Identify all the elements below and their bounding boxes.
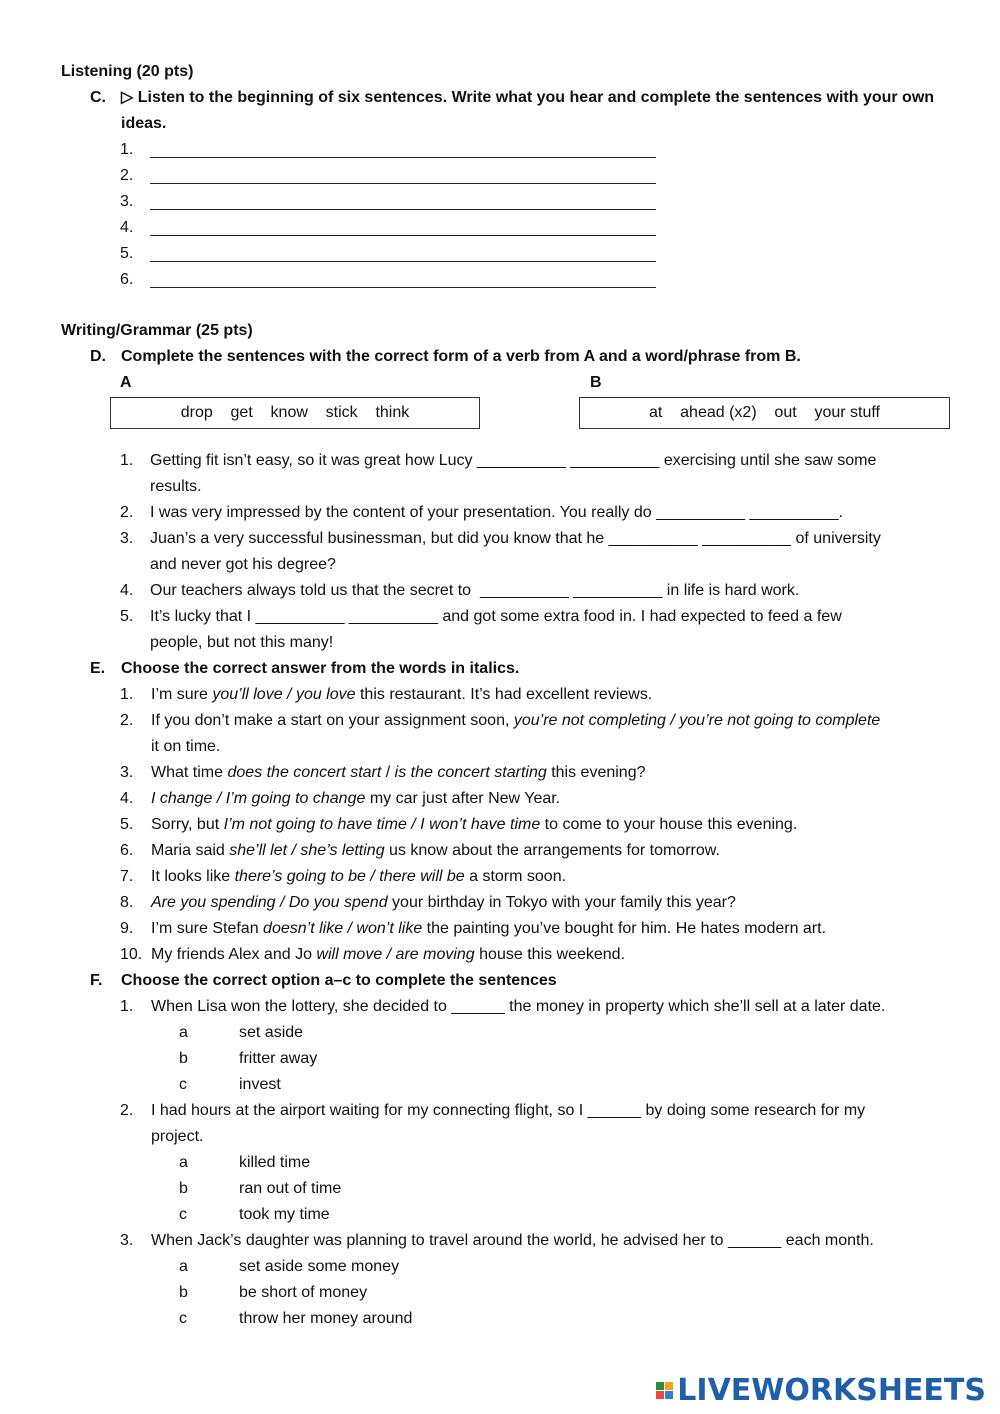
answer-line-number: 3. bbox=[120, 193, 134, 210]
logo-square bbox=[656, 1382, 664, 1390]
option-letter[interactable]: a bbox=[179, 1154, 188, 1171]
option-text[interactable]: be short of money bbox=[239, 1284, 368, 1301]
fill-in-sentence[interactable]: I was very impressed by the content of your presentation. You really do __________ __________. bbox=[150, 504, 843, 521]
item-number: 1. bbox=[120, 998, 134, 1015]
answer-line-number: 6. bbox=[120, 271, 134, 288]
option-text[interactable]: fritter away bbox=[239, 1050, 318, 1067]
item-number: 5. bbox=[120, 816, 134, 833]
question-text-cont: project. bbox=[151, 1128, 204, 1145]
item-number: 4. bbox=[120, 790, 134, 807]
liveworksheets-logo bbox=[656, 1373, 986, 1408]
fill-in-sentence[interactable]: Juan’s a very successful businessman, but did you know that he __________ __________ of university bbox=[150, 530, 881, 547]
option-text[interactable]: took my time bbox=[239, 1206, 330, 1223]
option-text[interactable]: throw her money around bbox=[239, 1310, 413, 1327]
fill-in-sentence[interactable]: It’s lucky that I __________ __________ and got some extra food in. I had expected to feed a few bbox=[150, 608, 842, 625]
item-number: 2. bbox=[120, 504, 134, 521]
choice-sentence: It looks like there’s going to be / there will be a storm soon. bbox=[151, 868, 567, 885]
word-box-a: drop get know stick think bbox=[110, 397, 480, 429]
option-letter[interactable]: c bbox=[179, 1206, 187, 1223]
word-box-b: at ahead (x2) out your stuff bbox=[579, 397, 950, 429]
section-e-instruction: Choose the correct answer from the words in italics. bbox=[121, 660, 520, 677]
section-f-letter: F. bbox=[90, 972, 103, 989]
answer-input[interactable] bbox=[150, 269, 656, 288]
writing-heading: Writing/Grammar (25 pts) bbox=[61, 322, 253, 339]
choice-sentence: Are you spending / Do you spend your birthday in Tokyo with your family this year? bbox=[151, 894, 736, 911]
choice-sentence: I’m sure you’ll love / you love this restaurant. It’s had excellent reviews. bbox=[151, 686, 653, 703]
item-number: 1. bbox=[120, 452, 134, 469]
option-text[interactable]: set aside some money bbox=[239, 1258, 400, 1275]
item-number: 2. bbox=[120, 712, 134, 729]
italic-choice[interactable]: she’ll let / she’s letting bbox=[229, 842, 385, 859]
option-letter[interactable]: c bbox=[179, 1076, 187, 1093]
answer-line-number: 4. bbox=[120, 219, 134, 236]
answer-input[interactable] bbox=[150, 165, 656, 184]
option-letter[interactable]: b bbox=[179, 1180, 188, 1197]
item-number: 7. bbox=[120, 868, 134, 885]
fill-in-sentence-cont: and never got his degree? bbox=[150, 556, 336, 573]
item-number: 1. bbox=[120, 686, 134, 703]
italic-choice[interactable]: Are you spending / Do you spend bbox=[151, 894, 388, 911]
logo-text: LIVEWORKSHEETS bbox=[677, 1373, 986, 1408]
option-text[interactable]: invest bbox=[239, 1076, 281, 1093]
choice-sentence: Sorry, but I’m not going to have time / I won’t have time to come to your house this evening. bbox=[151, 816, 798, 833]
option-text[interactable]: killed time bbox=[239, 1154, 311, 1171]
fill-in-sentence[interactable]: Our teachers always told us that the secret to __________ __________ in life is hard work. bbox=[150, 582, 800, 599]
item-number: 3. bbox=[120, 1232, 134, 1249]
choice-sentence: I change / I’m going to change my car just after New Year. bbox=[151, 790, 561, 807]
italic-choice[interactable]: you’re not completing / you’re not going to complete bbox=[513, 712, 881, 729]
choice-sentence: If you don’t make a start on your assignment soon, you’re not completing / you’re not going to complete bbox=[151, 712, 881, 729]
italic-choice[interactable]: doesn’t like / won’t like bbox=[263, 920, 423, 937]
word-box-b-label: B bbox=[590, 374, 602, 391]
answer-line-number: 5. bbox=[120, 245, 134, 262]
item-number: 8. bbox=[120, 894, 134, 911]
italic-choice[interactable]: I change / I’m going to change bbox=[151, 790, 366, 807]
item-number: 3. bbox=[120, 530, 134, 547]
liveworksheets-logo-icon bbox=[656, 1382, 673, 1399]
option-letter[interactable]: b bbox=[179, 1284, 188, 1301]
italic-choice[interactable]: there’s going to be / there will be bbox=[234, 868, 465, 885]
question-text: I had hours at the airport waiting for my connecting flight, so I ______ by doing some research for my bbox=[151, 1102, 866, 1119]
option-text[interactable]: set aside bbox=[239, 1024, 304, 1041]
item-number: 5. bbox=[120, 608, 134, 625]
item-number: 3. bbox=[120, 764, 134, 781]
choice-sentence: Maria said she’ll let / she’s letting us know about the arrangements for tomorrow. bbox=[151, 842, 720, 859]
logo-square bbox=[665, 1391, 673, 1399]
answer-line-number: 1. bbox=[120, 141, 134, 158]
option-letter[interactable]: a bbox=[179, 1258, 188, 1275]
section-c-instruction bbox=[121, 85, 934, 111]
item-number: 6. bbox=[120, 842, 134, 859]
listening-heading: Listening (20 pts) bbox=[61, 63, 194, 80]
item-number: 9. bbox=[120, 920, 134, 937]
section-d-instruction: Complete the sentences with the correct form of a verb from A and a word/phrase from B. bbox=[121, 348, 801, 365]
item-number: 10. bbox=[120, 946, 143, 963]
section-c-letter: C. bbox=[90, 89, 106, 106]
answer-input[interactable] bbox=[150, 139, 656, 158]
italic-choice[interactable]: will move / are moving bbox=[316, 946, 475, 963]
option-text[interactable]: ran out of time bbox=[239, 1180, 342, 1197]
fill-in-sentence-cont: people, but not this many! bbox=[150, 634, 334, 651]
logo-square bbox=[656, 1391, 664, 1399]
answer-input[interactable] bbox=[150, 243, 656, 262]
item-number: 2. bbox=[120, 1102, 134, 1119]
question-text: When Lisa won the lottery, she decided to ______ the money in property which she’ll sell at a later date. bbox=[151, 998, 886, 1015]
italic-choice[interactable]: I’m not going to have time / I won’t have time bbox=[223, 816, 541, 833]
question-text: When Jack’s daughter was planning to travel around the world, he advised her to ______ each month. bbox=[151, 1232, 874, 1249]
answer-line-number: 2. bbox=[120, 167, 134, 184]
fill-in-sentence-cont: results. bbox=[150, 478, 202, 495]
option-letter[interactable]: c bbox=[179, 1310, 187, 1327]
section-f-instruction: Choose the correct option a–c to complete the sentences bbox=[121, 972, 557, 989]
choice-sentence: My friends Alex and Jo will move / are moving house this weekend. bbox=[151, 946, 626, 963]
play-icon[interactable]: ▷ bbox=[121, 89, 134, 106]
section-e-letter: E. bbox=[90, 660, 106, 677]
italic-choice[interactable]: does the concert start bbox=[227, 764, 382, 781]
italic-choice[interactable]: is the concert starting bbox=[394, 764, 547, 781]
answer-input[interactable] bbox=[150, 191, 656, 210]
word-box-a-label: A bbox=[120, 374, 132, 391]
logo-square bbox=[665, 1382, 673, 1390]
section-d-letter: D. bbox=[90, 348, 106, 365]
option-letter[interactable]: a bbox=[179, 1024, 188, 1041]
italic-choice[interactable]: you’ll love / you love bbox=[212, 686, 356, 703]
answer-input[interactable] bbox=[150, 217, 656, 236]
section-c-instruction-text: Listen to the beginning of six sentences. Write what you hear and complete the sentences with your own bbox=[137, 89, 935, 106]
section-c-instruction-cont: ideas. bbox=[121, 115, 167, 132]
option-letter[interactable]: b bbox=[179, 1050, 188, 1067]
item-number: 4. bbox=[120, 582, 134, 599]
choice-sentence: What time does the concert start / is the concert starting this evening? bbox=[151, 764, 646, 781]
choice-sentence: I’m sure Stefan doesn’t like / won’t like the painting you’ve bought for him. He hates modern art. bbox=[151, 920, 827, 937]
choice-sentence-cont: it on time. bbox=[151, 738, 221, 755]
fill-in-sentence[interactable]: Getting fit isn’t easy, so it was great how Lucy __________ __________ exercising until she saw some bbox=[150, 452, 877, 469]
